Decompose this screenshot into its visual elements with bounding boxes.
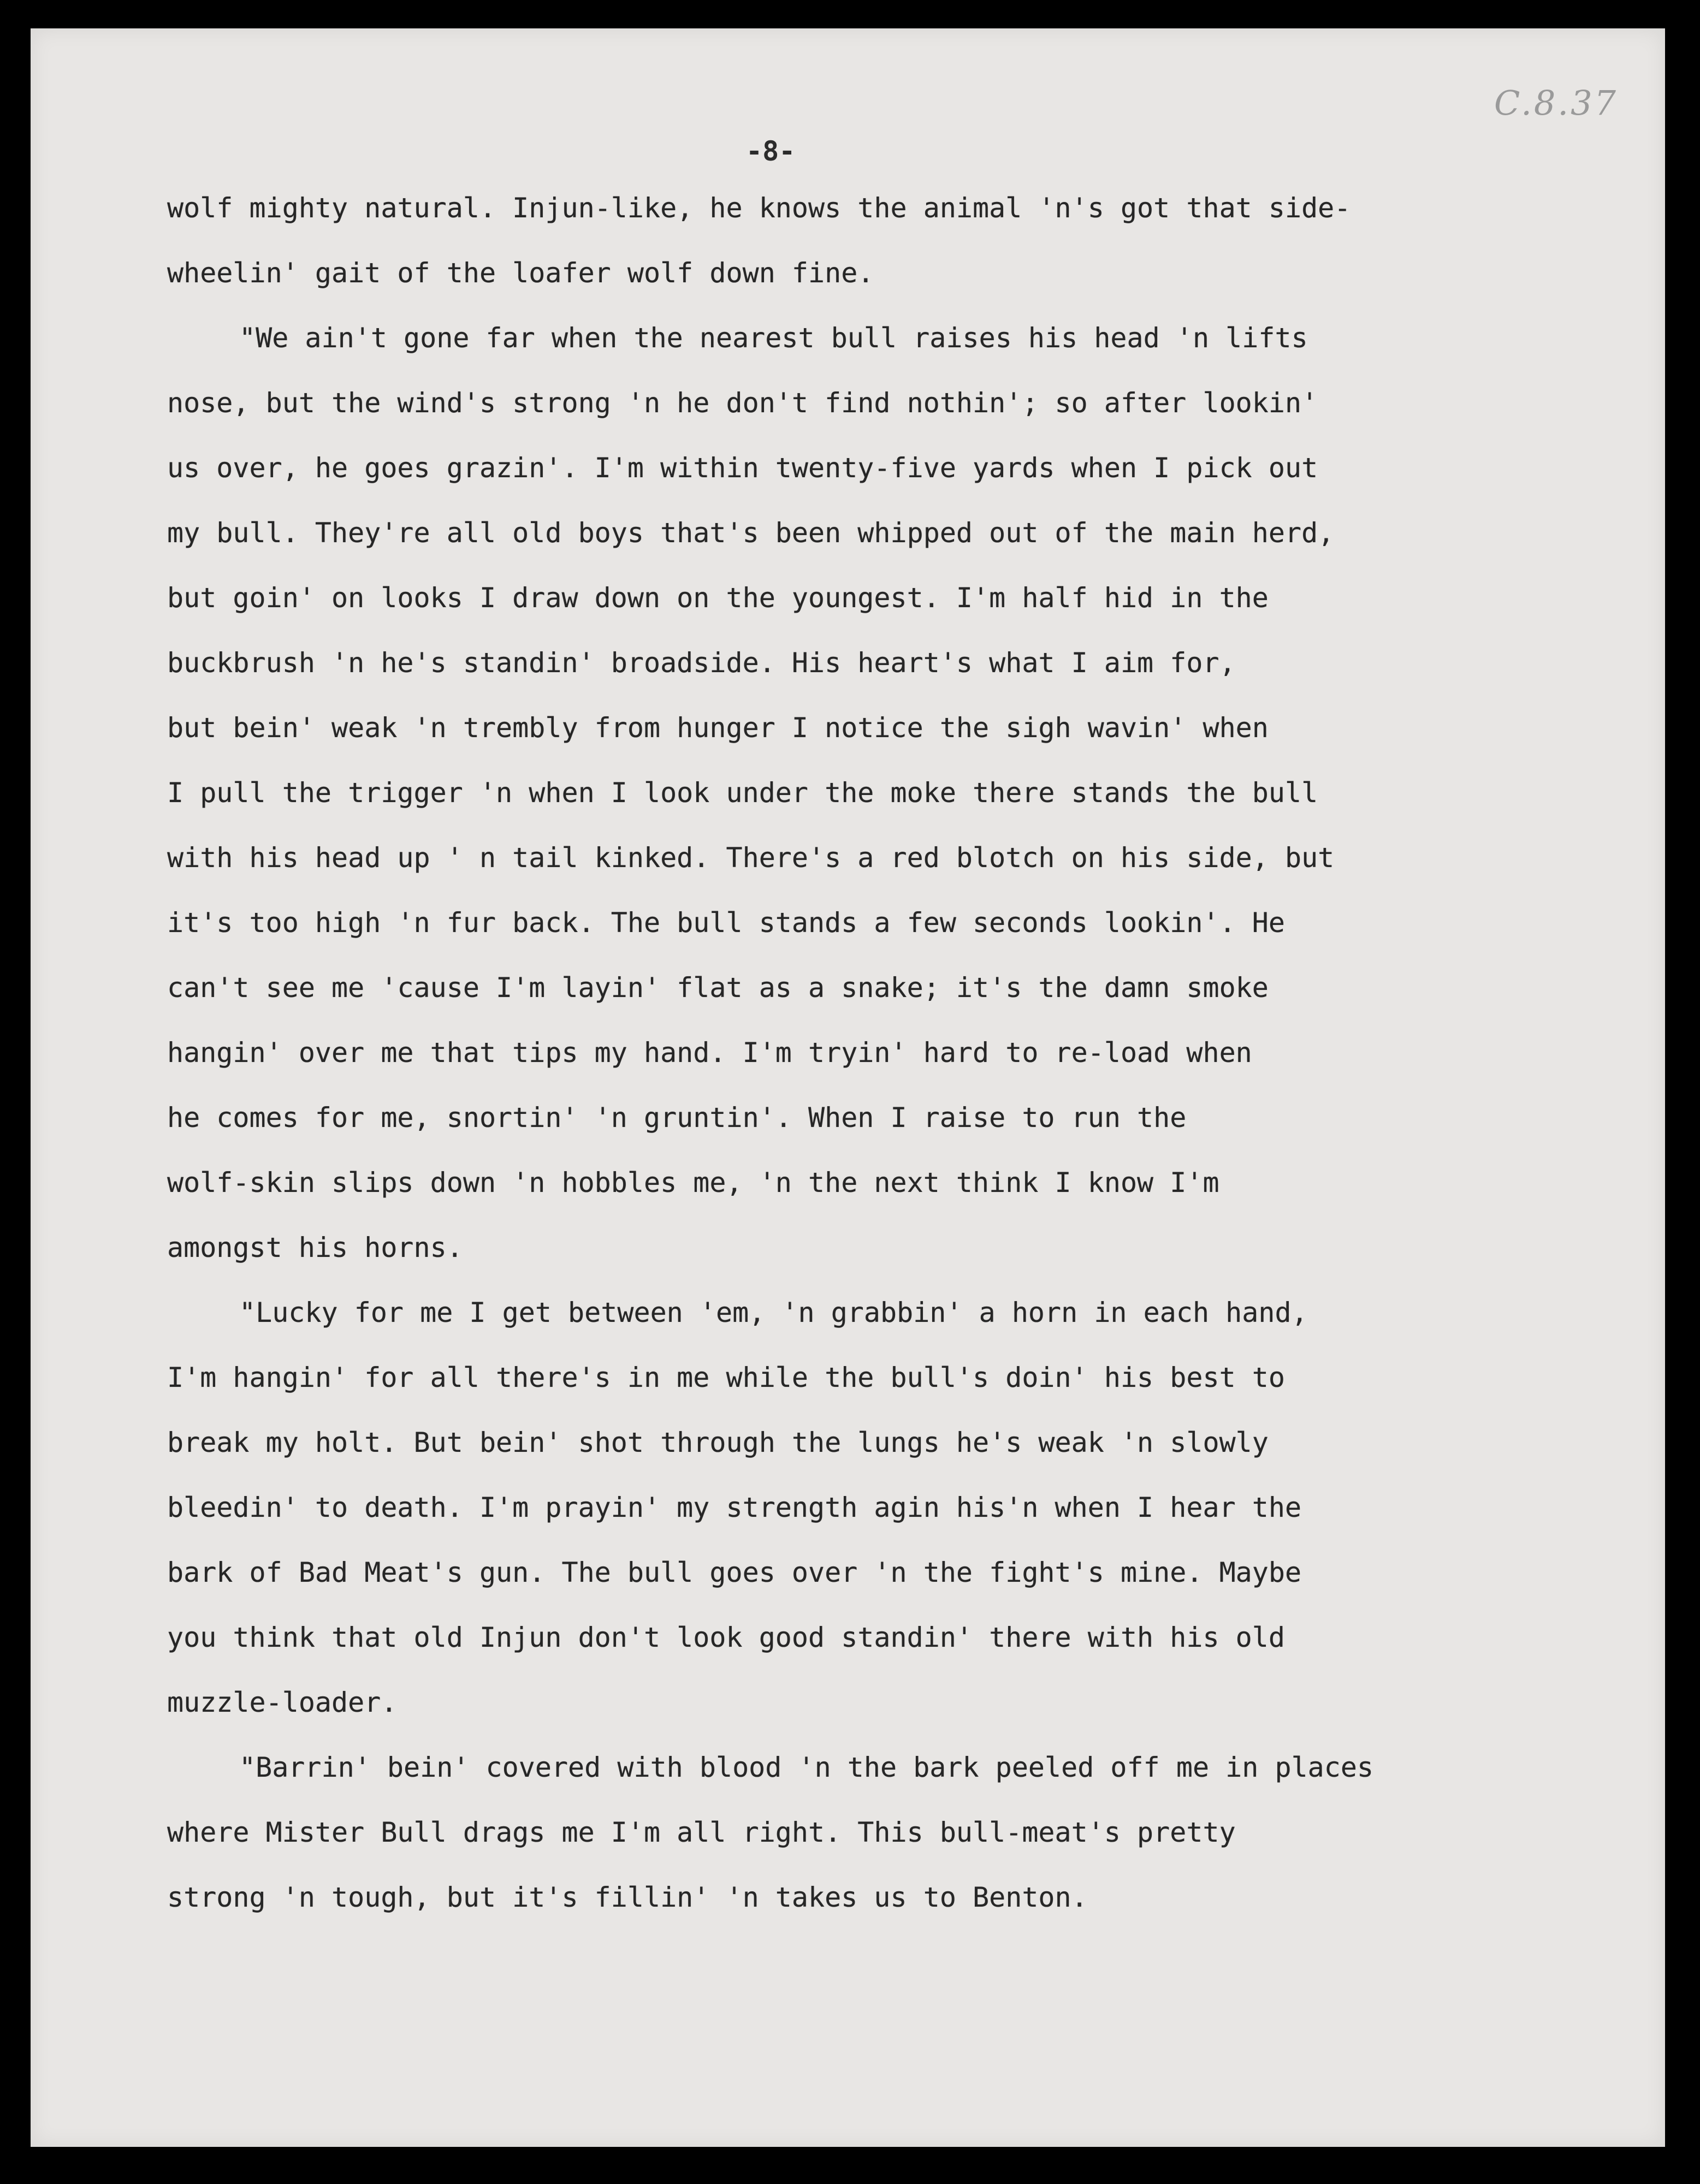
- text-line: wheelin' gait of the loafer wolf down fine.: [167, 257, 874, 289]
- text-line: amongst his horns.: [167, 1232, 463, 1263]
- text-line: muzzle-loader.: [167, 1687, 398, 1718]
- text-line: "Barrin' bein' covered with blood 'n the bark peeled off me in places: [239, 1752, 1374, 1783]
- page-number: -8-: [746, 135, 796, 167]
- text-line: bark of Bad Meat's gun. The bull goes over 'n the fight's mine. Maybe: [167, 1557, 1302, 1588]
- archive-mark: C.8.37: [1494, 83, 1618, 123]
- text-line: strong 'n tough, but it's fillin' 'n takes us to Benton.: [167, 1882, 1088, 1913]
- text-line: I'm hangin' for all there's in me while the bull's doin' his best to: [167, 1362, 1285, 1393]
- text-line: with his head up ' n tail kinked. There's a red blotch on his side, but: [167, 842, 1335, 874]
- text-line: hangin' over me that tips my hand. I'm tryin' hard to re-load when: [167, 1037, 1252, 1069]
- body-text: [167, 192, 1620, 1946]
- text-line: us over, he goes grazin'. I'm within twenty-five yards when I pick out: [167, 452, 1318, 484]
- text-line: you think that old Injun don't look good standin' there with his old: [167, 1622, 1285, 1653]
- text-line: but bein' weak 'n trembly from hunger I notice the sigh wavin' when: [167, 712, 1269, 744]
- text-line: my bull. They're all old boys that's been whipped out of the main herd,: [167, 517, 1335, 549]
- text-line: bleedin' to death. I'm prayin' my strength agin his'n when I hear the: [167, 1492, 1302, 1523]
- text-line: nose, but the wind's strong 'n he don't find nothin'; so after lookin': [167, 387, 1318, 419]
- text-line: wolf mighty natural. Injun-like, he knows the animal 'n's got that side-: [167, 192, 1351, 224]
- document-page: [31, 28, 1665, 2147]
- text-line: "Lucky for me I get between 'em, 'n grabbin' a horn in each hand,: [239, 1297, 1308, 1328]
- text-line: it's too high 'n fur back. The bull stands a few seconds lookin'. He: [167, 907, 1285, 939]
- text-line: where Mister Bull drags me I'm all right. This bull-meat's pretty: [167, 1817, 1236, 1848]
- text-line: wolf-skin slips down 'n hobbles me, 'n the next think I know I'm: [167, 1167, 1219, 1198]
- text-line: he comes for me, snortin' 'n gruntin'. When I raise to run the: [167, 1102, 1187, 1133]
- text-line: break my holt. But bein' shot through the lungs he's weak 'n slowly: [167, 1427, 1269, 1458]
- text-line: can't see me 'cause I'm layin' flat as a snake; it's the damn smoke: [167, 972, 1269, 1004]
- text-line: buckbrush 'n he's standin' broadside. His heart's what I aim for,: [167, 647, 1236, 679]
- text-line: but goin' on looks I draw down on the youngest. I'm half hid in the: [167, 582, 1269, 614]
- text-line: "We ain't gone far when the nearest bull raises his head 'n lifts: [239, 322, 1308, 354]
- text-line: I pull the trigger 'n when I look under the moke there stands the bull: [167, 777, 1318, 809]
